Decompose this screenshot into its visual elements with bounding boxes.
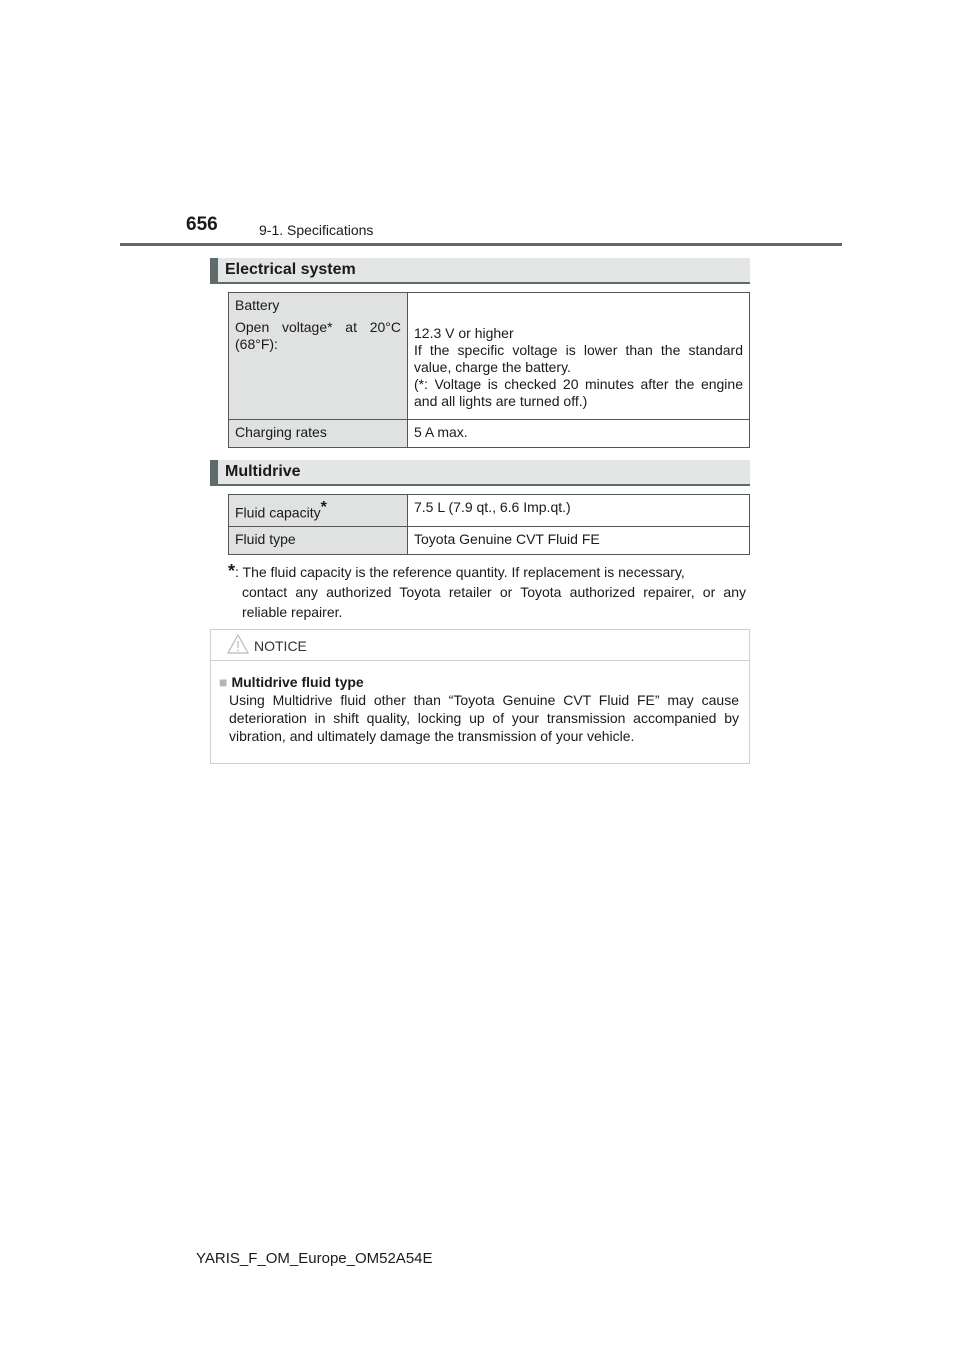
footnote xyxy=(228,561,746,622)
footnote-text-continued: contact any authorized Toyota retailer or Toyota authorized repairer, or any reliable repairer. xyxy=(242,584,746,620)
fluid-type-label: Fluid type xyxy=(229,526,408,554)
section-title: 9-1. Specifications xyxy=(259,222,374,238)
table-row xyxy=(229,293,750,420)
charging-rates-value: 5 A max. xyxy=(408,420,750,448)
table-row xyxy=(229,495,750,527)
fluid-capacity-footnote-mark: * xyxy=(320,499,327,516)
footnote-text: : The fluid capacity is the reference quantity. If replacement is necessary, xyxy=(235,564,685,580)
footnote-mark: * xyxy=(228,561,236,581)
notice-header xyxy=(211,630,749,661)
voltage-value: 12.3 V or higher xyxy=(414,325,514,341)
page-number: 656 xyxy=(186,214,218,235)
open-voltage-label: Open voltage* at 20°C (68°F): xyxy=(235,319,401,352)
battery-value-cell xyxy=(408,293,750,420)
fluid-type-value: Toyota Genuine CVT Fluid FE xyxy=(408,526,750,554)
electrical-system-heading: Electrical system xyxy=(210,258,750,284)
notice-body xyxy=(211,661,749,745)
charging-rates-label: Charging rates xyxy=(229,420,408,448)
table-row xyxy=(229,420,750,448)
fluid-capacity-value: 7.5 L (7.9 qt., 6.6 Imp.qt.) xyxy=(408,495,750,527)
warning-triangle-icon xyxy=(227,634,249,659)
square-bullet-icon: ■ xyxy=(219,674,228,690)
notice-text: Using Multidrive fluid other than “Toyota Genuine CVT Fluid FE” may cause deterioration in shift quality, locking up of your transmission accompanied by vibration, and ultimately damage the transmission of your vehicle. xyxy=(229,692,739,744)
battery-label-cell xyxy=(229,293,408,420)
voltage-note: (*: Voltage is checked 20 minutes after the engine and all lights are turned off.) xyxy=(414,376,743,409)
header-rule xyxy=(120,243,842,246)
table-row xyxy=(229,526,750,554)
notice-box xyxy=(210,629,750,764)
notice-subheading-text: Multidrive fluid type xyxy=(231,674,364,690)
multidrive-heading: Multidrive xyxy=(210,460,750,486)
notice-subheading xyxy=(219,673,739,691)
fluid-capacity-label-text: Fluid capacity xyxy=(235,504,321,521)
voltage-instruction: If the specific voltage is lower than the standard value, charge the battery. xyxy=(414,342,743,375)
multidrive-spec-table xyxy=(228,494,750,555)
notice-title: NOTICE xyxy=(254,638,307,654)
electrical-spec-table xyxy=(228,292,750,448)
footer-document-id: YARIS_F_OM_Europe_OM52A54E xyxy=(196,1250,433,1267)
fluid-capacity-label xyxy=(229,495,408,527)
battery-label: Battery xyxy=(235,297,280,313)
